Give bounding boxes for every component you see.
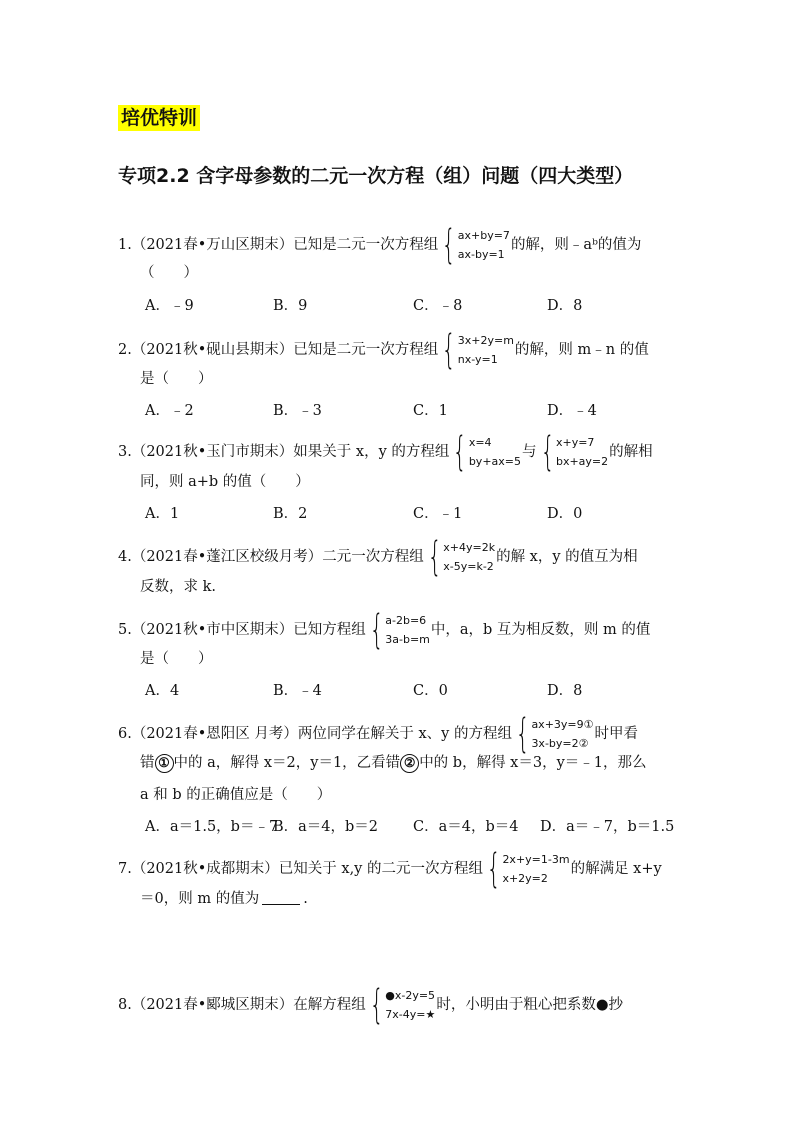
circled-one: ①	[155, 754, 174, 773]
equation-system-2: { x+y=7 bx+ay=2	[540, 429, 609, 475]
option-b[interactable]: B．9	[273, 298, 308, 314]
equation-system: { a-2b=6 3a-b=m	[369, 607, 430, 653]
option-a[interactable]: A．﹣2	[145, 403, 194, 419]
equation-system: { 2x+y=1-3m x+2y=2	[486, 846, 570, 892]
question-6-cont: 错 ① 中的 a，解得 x＝2，y＝1，乙看错 ② 中的 b，解得 x＝3，y＝﹣1，那么	[140, 755, 647, 771]
option-c[interactable]: C．﹣8	[413, 298, 463, 314]
question-4-cont: 反数，求 k.	[140, 579, 217, 595]
option-d[interactable]: D．8	[547, 683, 583, 699]
option-a[interactable]: A．4	[145, 683, 180, 699]
equation-system: { ax+by=7 ax-by=1	[442, 222, 510, 268]
question-5-options	[145, 680, 705, 702]
question-2-cont: 是（ ）	[140, 371, 213, 387]
option-b[interactable]: B．a＝4，b＝2	[273, 819, 379, 835]
question-7: 7.（2021秋•成都期末）已知关于 x,y 的二元一次方程组 { 2x+y=1-3m x+2y=2 的解满足 x+y	[118, 846, 662, 892]
option-b[interactable]: B．﹣4	[273, 683, 322, 699]
option-d[interactable]: D．a＝﹣7，b＝1.5	[540, 819, 675, 835]
question-3: 3.（2021秋•玉门市期末）如果关于 x，y 的方程组 { x=4 by+ax=5 与 { x+y=7 bx+ay=2 的解相	[118, 429, 653, 475]
option-b[interactable]: B．2	[273, 506, 308, 522]
question-1-options	[145, 295, 705, 317]
option-a[interactable]: A．﹣9	[145, 298, 194, 314]
question-3-options	[145, 503, 705, 525]
question-3-cont: 同，则 a+b 的值（ ）	[140, 474, 310, 490]
equation-system-1: { x=4 by+ax=5	[453, 429, 522, 475]
badge-peiyou: 培优特训	[118, 105, 200, 131]
page-title: 专项2.2 含字母参数的二元一次方程（组）问题（四大类型）	[118, 165, 634, 187]
question-7-cont: ＝0，则 m 的值为 .	[140, 891, 308, 907]
question-4: 4.（2021春•蓬江区校级月考）二元一次方程组 { x+4y=2k x-5y=k-2 的解 x，y 的值互为相	[118, 534, 638, 580]
answer-blank[interactable]	[262, 890, 300, 905]
option-d[interactable]: D．8	[547, 298, 583, 314]
option-c[interactable]: C．0	[413, 683, 448, 699]
option-d[interactable]: D．﹣4	[547, 403, 597, 419]
question-1-cont: （ ）	[140, 265, 198, 281]
question-6: 6.（2021春•恩阳区 月考）两位同学在解关于 x、y 的方程组 { ax+3y=9① 3x-by=2② 时甲看	[118, 711, 638, 757]
question-1: 1.（2021春•万山区期末）已知是二元一次方程组 { ax+by=7 ax-by=1 的解，则﹣aᵇ的值为	[118, 222, 642, 268]
question-2: 2.（2021秋•砚山县期末）已知是二元一次方程组 { 3x+2y=m nx-y=1 的解，则 m﹣n 的值	[118, 327, 649, 373]
question-5-cont: 是（ ）	[140, 651, 213, 667]
equation-system: { 3x+2y=m nx-y=1	[442, 327, 514, 373]
option-d[interactable]: D．0	[547, 506, 583, 522]
option-c[interactable]: C．﹣1	[413, 506, 463, 522]
question-2-options	[145, 400, 705, 422]
circled-two: ②	[400, 754, 419, 773]
equation-system: { x+4y=2k x-5y=k-2	[427, 534, 496, 580]
question-8: 8.（2021春•郾城区期末）在解方程组 { ●x-2y=5 7x-4y=★ 时，小明由于粗心把系数●抄	[118, 982, 623, 1028]
question-5: 5.（2021秋•市中区期末）已知方程组 { a-2b=6 3a-b=m 中，a，b 互为相反数，则 m 的值	[118, 607, 651, 653]
equation-system: { ax+3y=9① 3x-by=2②	[515, 711, 594, 757]
option-c[interactable]: C．1	[413, 403, 448, 419]
option-c[interactable]: C．a＝4，b＝4	[413, 819, 519, 835]
option-a[interactable]: A．1	[145, 506, 180, 522]
question-6-options	[145, 816, 705, 838]
equation-system: { ●x-2y=5 7x-4y=★	[369, 982, 436, 1028]
question-6-cont2: a 和 b 的正确值应是（ ）	[140, 787, 332, 803]
option-a[interactable]: A．a＝1.5，b＝﹣7	[145, 819, 279, 835]
option-b[interactable]: B．﹣3	[273, 403, 322, 419]
